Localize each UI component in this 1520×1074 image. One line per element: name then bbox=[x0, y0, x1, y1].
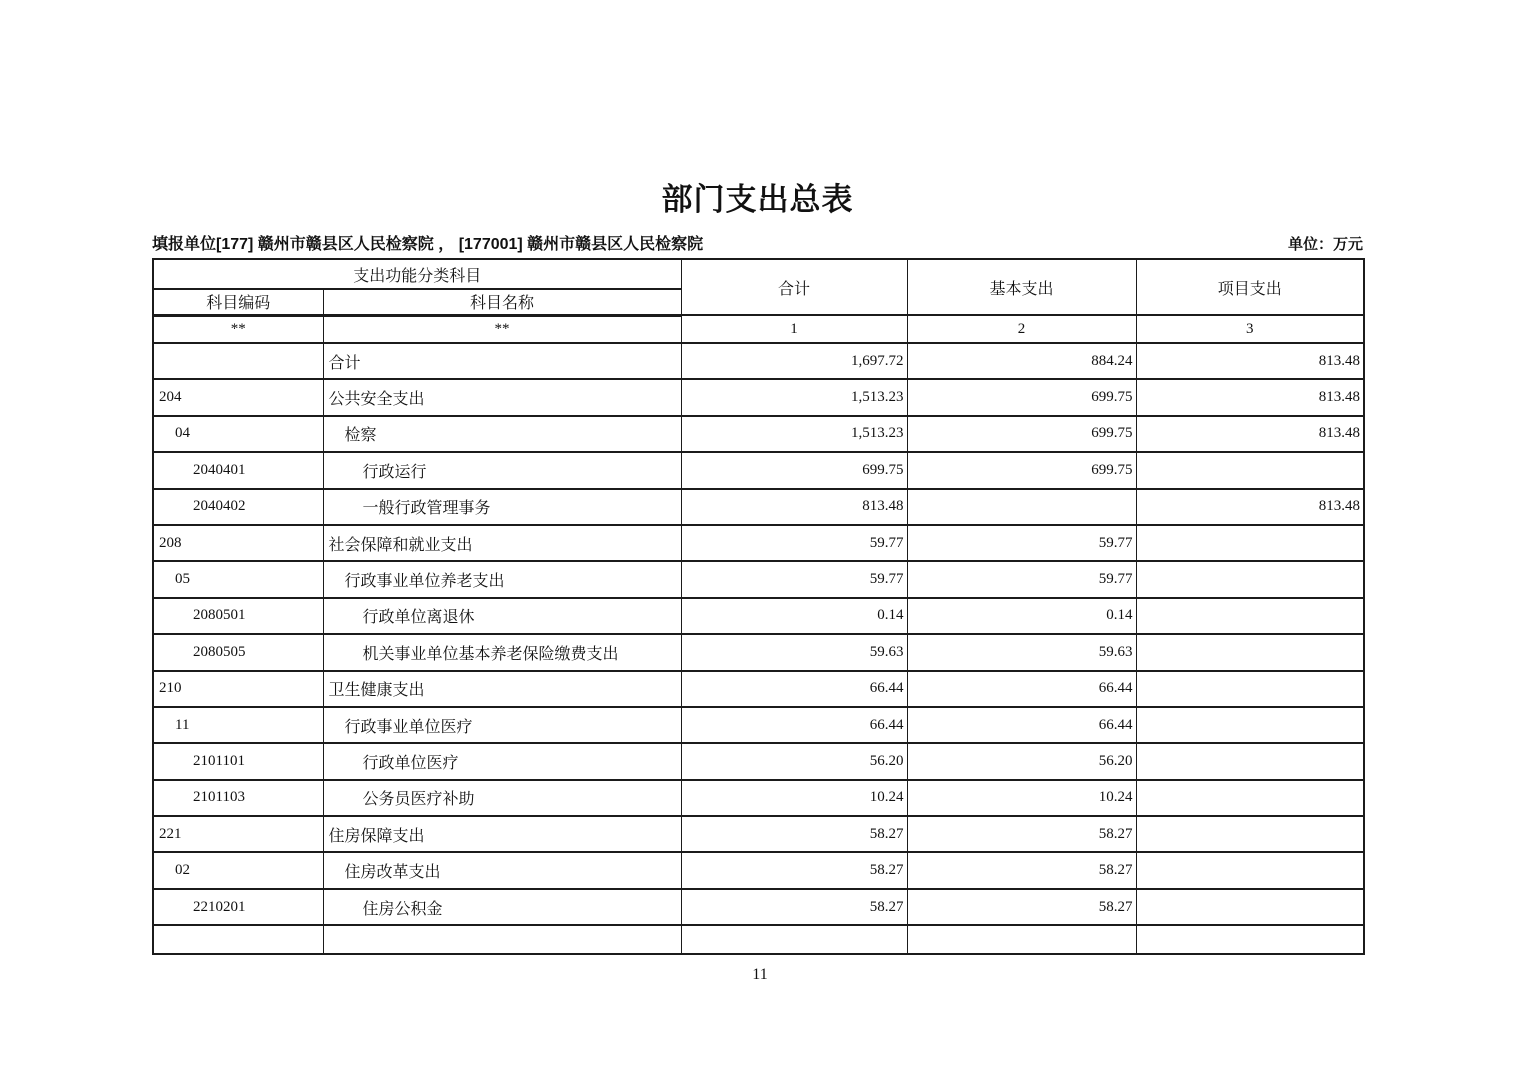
table-row bbox=[153, 852, 1364, 888]
total-cell: 813.48 bbox=[681, 489, 907, 525]
table-row bbox=[153, 634, 1364, 670]
name-cell: 行政事业单位养老支出 bbox=[323, 561, 681, 597]
code-cell: 2210201 bbox=[153, 889, 323, 925]
table-row bbox=[153, 707, 1364, 743]
name-cell: 一般行政管理事务 bbox=[323, 489, 681, 525]
header-basic-index: 2 bbox=[907, 315, 1136, 343]
table-row bbox=[153, 598, 1364, 634]
header-code-marker: ** bbox=[153, 315, 323, 343]
name-cell: 公务员医疗补助 bbox=[323, 780, 681, 816]
code-cell: 221 bbox=[153, 816, 323, 852]
code-cell: 2080505 bbox=[153, 634, 323, 670]
project-cell bbox=[1136, 452, 1364, 488]
basic-cell: 59.63 bbox=[907, 634, 1136, 670]
expenditure-table bbox=[152, 258, 1365, 955]
basic-cell: 58.27 bbox=[907, 852, 1136, 888]
project-cell: 813.48 bbox=[1136, 489, 1364, 525]
total-cell: 1,513.23 bbox=[681, 379, 907, 415]
code-cell: 2101103 bbox=[153, 780, 323, 816]
header-code: 科目编码 bbox=[153, 289, 323, 315]
code-cell: 11 bbox=[153, 707, 323, 743]
name-cell: 合计 bbox=[323, 343, 681, 379]
header-row-index bbox=[153, 315, 1364, 343]
basic-cell: 699.75 bbox=[907, 452, 1136, 488]
header-row-group bbox=[153, 259, 1364, 289]
basic-cell: 884.24 bbox=[907, 343, 1136, 379]
code-cell: 05 bbox=[153, 561, 323, 597]
total-cell: 59.63 bbox=[681, 634, 907, 670]
name-cell: 卫生健康支出 bbox=[323, 671, 681, 707]
project-cell bbox=[1136, 816, 1364, 852]
header-total-index: 1 bbox=[681, 315, 907, 343]
basic-cell: 58.27 bbox=[907, 889, 1136, 925]
basic-cell: 699.75 bbox=[907, 416, 1136, 452]
total-cell: 1,513.23 bbox=[681, 416, 907, 452]
basic-cell bbox=[907, 925, 1136, 954]
total-cell bbox=[681, 925, 907, 954]
filing-unit-label: 填报单位[177] 赣州市赣县区人民检察院 ， [177001] 赣州市赣县区人民检察院 bbox=[152, 236, 704, 253]
header-project: 项目支出 bbox=[1136, 259, 1364, 315]
name-cell: 公共安全支出 bbox=[323, 379, 681, 415]
project-cell bbox=[1136, 925, 1364, 954]
basic-cell: 66.44 bbox=[907, 671, 1136, 707]
basic-cell bbox=[907, 489, 1136, 525]
project-cell: 813.48 bbox=[1136, 416, 1364, 452]
name-cell: 检察 bbox=[323, 416, 681, 452]
total-cell: 66.44 bbox=[681, 671, 907, 707]
total-cell: 0.14 bbox=[681, 598, 907, 634]
name-cell: 社会保障和就业支出 bbox=[323, 525, 681, 561]
table-row bbox=[153, 343, 1364, 379]
header-name-marker: ** bbox=[323, 315, 681, 343]
code-cell bbox=[153, 343, 323, 379]
table-row bbox=[153, 379, 1364, 415]
project-cell bbox=[1136, 707, 1364, 743]
basic-cell: 699.75 bbox=[907, 379, 1136, 415]
header-project-index: 3 bbox=[1136, 315, 1364, 343]
basic-cell: 56.20 bbox=[907, 743, 1136, 779]
project-cell bbox=[1136, 634, 1364, 670]
table-row bbox=[153, 489, 1364, 525]
code-cell: 04 bbox=[153, 416, 323, 452]
basic-cell: 10.24 bbox=[907, 780, 1136, 816]
project-cell bbox=[1136, 671, 1364, 707]
unit-note: 单位：万元 bbox=[1287, 236, 1363, 253]
table-row bbox=[153, 925, 1364, 954]
project-cell: 813.48 bbox=[1136, 343, 1364, 379]
basic-cell: 0.14 bbox=[907, 598, 1136, 634]
basic-cell: 59.77 bbox=[907, 561, 1136, 597]
total-cell: 58.27 bbox=[681, 816, 907, 852]
project-cell: 813.48 bbox=[1136, 379, 1364, 415]
total-cell: 1,697.72 bbox=[681, 343, 907, 379]
table-header bbox=[153, 259, 1364, 343]
page-number: 11 bbox=[752, 966, 768, 983]
project-cell bbox=[1136, 525, 1364, 561]
table-row bbox=[153, 561, 1364, 597]
project-cell bbox=[1136, 889, 1364, 925]
total-cell: 66.44 bbox=[681, 707, 907, 743]
project-cell bbox=[1136, 780, 1364, 816]
table-row bbox=[153, 816, 1364, 852]
code-cell: 2040402 bbox=[153, 489, 323, 525]
basic-cell: 59.77 bbox=[907, 525, 1136, 561]
project-cell bbox=[1136, 561, 1364, 597]
header-total: 合计 bbox=[681, 259, 907, 315]
page-title: 部门支出总表 bbox=[661, 182, 854, 217]
total-cell: 59.77 bbox=[681, 525, 907, 561]
code-cell: 02 bbox=[153, 852, 323, 888]
name-cell: 住房公积金 bbox=[323, 889, 681, 925]
header-group-functional-classification: 支出功能分类科目 bbox=[153, 259, 681, 289]
name-cell bbox=[323, 925, 681, 954]
total-cell: 10.24 bbox=[681, 780, 907, 816]
total-cell: 58.27 bbox=[681, 852, 907, 888]
meta-row bbox=[152, 228, 1363, 254]
name-cell: 行政单位医疗 bbox=[323, 743, 681, 779]
name-cell: 住房改革支出 bbox=[323, 852, 681, 888]
code-cell: 204 bbox=[153, 379, 323, 415]
table-row bbox=[153, 525, 1364, 561]
table-row bbox=[153, 452, 1364, 488]
name-cell: 机关事业单位基本养老保险缴费支出 bbox=[323, 634, 681, 670]
name-cell: 行政事业单位医疗 bbox=[323, 707, 681, 743]
basic-cell: 58.27 bbox=[907, 816, 1136, 852]
total-cell: 59.77 bbox=[681, 561, 907, 597]
code-cell: 2080501 bbox=[153, 598, 323, 634]
total-cell: 699.75 bbox=[681, 452, 907, 488]
name-cell: 住房保障支出 bbox=[323, 816, 681, 852]
table-row bbox=[153, 889, 1364, 925]
name-cell: 行政单位离退休 bbox=[323, 598, 681, 634]
header-name: 科目名称 bbox=[323, 289, 681, 315]
code-cell: 2040401 bbox=[153, 452, 323, 488]
total-cell: 56.20 bbox=[681, 743, 907, 779]
name-cell: 行政运行 bbox=[323, 452, 681, 488]
code-cell: 208 bbox=[153, 525, 323, 561]
total-cell: 58.27 bbox=[681, 889, 907, 925]
header-basic: 基本支出 bbox=[907, 259, 1136, 315]
table-body bbox=[153, 343, 1364, 954]
project-cell bbox=[1136, 852, 1364, 888]
code-cell: 210 bbox=[153, 671, 323, 707]
table-row bbox=[153, 780, 1364, 816]
code-cell: 2101101 bbox=[153, 743, 323, 779]
project-cell bbox=[1136, 743, 1364, 779]
table-row bbox=[153, 743, 1364, 779]
project-cell bbox=[1136, 598, 1364, 634]
table-row bbox=[153, 671, 1364, 707]
basic-cell: 66.44 bbox=[907, 707, 1136, 743]
code-cell bbox=[153, 925, 323, 954]
table-row bbox=[153, 416, 1364, 452]
